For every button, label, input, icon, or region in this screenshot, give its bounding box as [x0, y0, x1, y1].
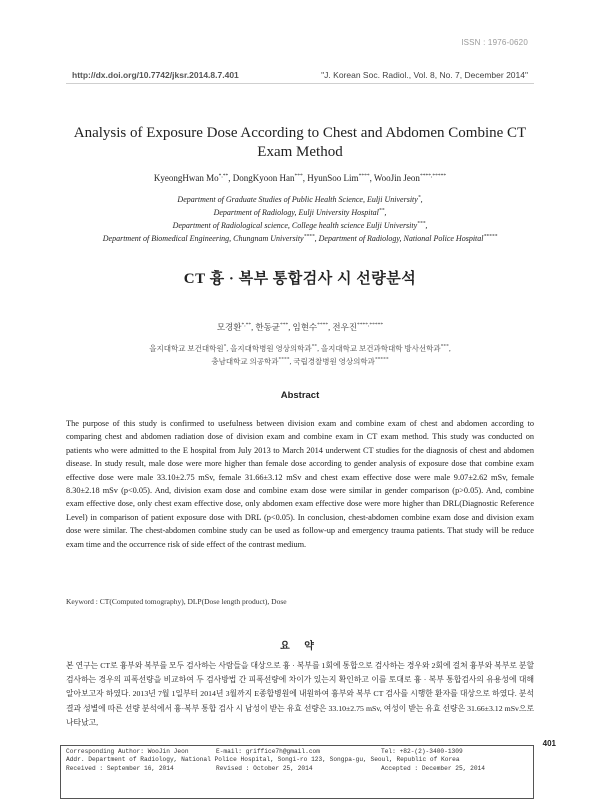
korean-author-name: , 임현수 [288, 322, 318, 332]
korean-affiliation-text: 충남대학교 의공학과 [211, 357, 279, 366]
affiliation: Department of Radiology, Eulji University Hospital**, [213, 207, 387, 217]
korean-title: CT 흉 · 복부 통합검사 시 선량분석 [183, 271, 417, 287]
korean-author-name: , 한동균 [251, 322, 280, 332]
korean-author-name: 모경환 [216, 322, 242, 332]
korean-affiliation-text: , 을지대학병원 영상의학과 [226, 344, 312, 353]
keyword-line: Keyword : CT(Computed tomography), DLP(Dose length product), Dose [66, 597, 287, 606]
author-sup: ****,***** [419, 173, 447, 179]
author-name: , WooJin Jeon [369, 173, 420, 183]
korean-author-sup: *,** [241, 322, 252, 329]
author-sup: *** [294, 173, 303, 179]
author-address: Addr. Department of Radiology, National Police Hospital, Songi-ro 123, Songpa-gu, Seoul, Republic of Korea [66, 756, 460, 764]
footer-row [66, 756, 528, 764]
footer-row [66, 748, 528, 756]
corresponding-author: Corresponding Author: WooJin Jeon [66, 748, 189, 755]
author-name: , HyunSoo Lim [302, 173, 359, 183]
korean-affiliation-sup: *** [440, 343, 449, 350]
korean-affiliation-sup: * [223, 343, 227, 350]
korean-affiliation-text: , 을지대학교 보건과학대학 방사선학과 [317, 344, 441, 353]
affiliation: Department of Graduate Studies of Public Health Science, Eulji University*, [177, 194, 423, 204]
affiliation-text: Department of Graduate Studies of Public Health Science, Eulji University [177, 195, 418, 204]
korean-affiliation-text: , 국립경찰병원 영상의학과 [289, 357, 375, 366]
korean-affiliation [60, 355, 540, 368]
korean-affiliation-text: 을지대학교 보건대학원 [149, 344, 224, 353]
correspondence-box [60, 745, 534, 799]
doi-link[interactable]: http://dx.doi.org/10.7742/jksr.2014.8.7.401 [72, 70, 239, 80]
author-list [60, 173, 540, 183]
korean-affiliation-list [60, 342, 540, 368]
korean-affiliation-text: , [448, 344, 451, 353]
page-number: 401 [542, 739, 556, 748]
korean-author-list [60, 321, 540, 333]
korean-author-sup: *** [280, 322, 289, 329]
author-email[interactable]: E-mail: griffice7h@gmail.com [216, 748, 320, 755]
korean-abstract-heading: 요 약 [280, 641, 320, 652]
affiliation-text: , Department of Radiology, National Police Hospital [314, 234, 484, 243]
journal-citation: "J. Korean Soc. Radiol., Vol. 8, No. 7, December 2014" [321, 70, 528, 80]
korean-affiliation [60, 342, 540, 355]
header-divider [66, 83, 534, 84]
paper-title [60, 124, 540, 162]
paper-title-line: Exam Method [257, 144, 343, 160]
abstract-heading: Abstract [280, 390, 320, 401]
affiliation-list [60, 193, 540, 245]
author-tel: Tel: +82-(2)-3400-1309 [381, 748, 463, 755]
author-name: , DongKyoon Han [228, 173, 295, 183]
affiliation-sup: * [417, 194, 421, 201]
affiliation-text: Department of Radiological science, College health science Eulji University [172, 221, 418, 230]
korean-affiliation-sup: ***** [374, 356, 389, 363]
korean-author-name: , 전우진 [328, 322, 358, 332]
affiliation-sup: *** [417, 220, 426, 227]
author-name: KyeongHwan Mo [153, 173, 219, 183]
received-date: Received : September 16, 2014 [66, 764, 174, 772]
issn-label: ISSN : 1976-0620 [461, 38, 528, 47]
affiliation-text: Department of Biomedical Engineering, Chungnam University [102, 234, 304, 243]
affiliation: Department of Radiological science, College health science Eulji University***, [172, 220, 428, 230]
abstract-text: The purpose of this study is confirmed to usefulness between division exam and combine exam of chest and abdomen according to comparing chest and abdomen radiation dose of division exam and combine exam in CT exam method. This study was conducted on patients who were admitted to the E hospital from July 2013 to March 2014 underwent CT studies for the diagnosis of chest and abdomen disease. In study result, male dose were more higher than female dose according to gender analysis of exposure dose that combine exam effective dose were male 33.10±2.75 mSv, female 31.66±3.12 mSv and chest exam effective dose were male 9.07±2.62 mSv, female 8.30±2.18 mSv (p<0.05). And, division exam dose and combine exam dose were similar in gender comparison (p>0.05). And, combine exam effective dose, only chest exam effective dose, only abdomen exam effective dose were more higher than DRL(Diagnostic Reference Level) in comparison of patient exposure dose with DRL (p<0.05). In conclusion, chest-abdomen combine exam dose and division exam dose were similar. The chest-abdomen combine study can be used as follow-up and emergency trauma patients. That study will be reduce exam time and the occurrence risk of side effect of the contrast medium. [66, 419, 534, 549]
affiliation-text: Department of Radiology, Eulji University Hospital [213, 208, 379, 217]
paper-title-line: Analysis of Exposure Dose According to Chest and Abdomen Combine CT [73, 125, 527, 141]
revised-date: Revised : October 25, 2014 [216, 764, 313, 772]
korean-author-sup: ****,***** [357, 322, 384, 329]
affiliation-sup: **** [303, 233, 315, 240]
korean-affiliation-sup: **** [278, 356, 290, 363]
author-sup: *,** [218, 173, 229, 179]
affiliation-sup: ** [378, 207, 385, 214]
affiliation-sup: ***** [483, 233, 498, 240]
footer-row [66, 765, 528, 773]
accepted-date: Accepted : December 25, 2014 [381, 764, 485, 772]
korean-abstract-text: 본 연구는 CT로 흉부와 복부를 모두 검사하는 사람들을 대상으로 흉 · 복부를 1회에 통합으로 검사하는 경우와 2회에 걸쳐 흉부와 복부로 분할 검사하는 경우의 피폭선량을 비교하여 두 검사방법 간 피폭선량에 차이가 있는지 확인하고 이를 토대로 흉 · 복부 통합검사의 유용성에 대해 알아보고자 하였다. 2013년 7월 1일부터 2014년 3월까지 E종합병원에 내원하여 흉부와 복부 CT 검사를 시행한 환자를 대상으로 하였다. 분석결과 성별에 따른 선량 분석에서 흉·복부 통합 검사 시 남성이 받는 유효 선량은 33.10±2.75 mSv, 여성이 받는 유효 선량은 31.66±3.12 mSv으로 나타났고, [66, 661, 534, 727]
affiliation [60, 232, 540, 245]
korean-author-sup: **** [317, 322, 329, 329]
author-sup: **** [358, 173, 370, 179]
korean-affiliation-sup: ** [311, 343, 318, 350]
